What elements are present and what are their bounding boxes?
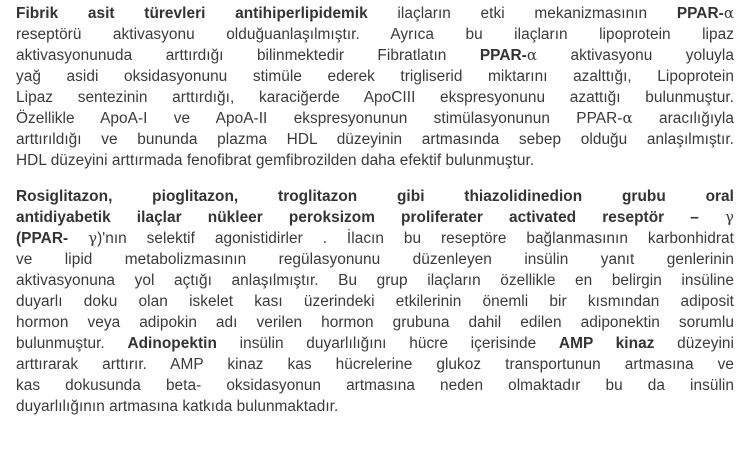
text-run: Adinopektin <box>127 335 217 352</box>
text-run: α <box>526 46 538 64</box>
text-line <box>16 291 734 312</box>
text-run: PPAR- <box>479 47 527 64</box>
text-run: Fibrik asit türevleri antihiperlipidemik <box>16 5 368 22</box>
text-run: insülin duyarlılığını hücre içerisinde <box>216 335 559 352</box>
text-line <box>16 87 734 108</box>
text-line <box>16 333 734 354</box>
text-line <box>16 186 734 207</box>
text-line <box>16 129 734 150</box>
text-run: PPAR- <box>676 5 724 22</box>
text-run: )'nın selektif agonistidirler . İlacın bu reseptöre bağlanmasının karbonhidrat <box>97 230 734 247</box>
text-run: duyarlı doku olan iskelet kası üzerindeki etkilerinin önemli bir kısmından adiposit <box>16 293 734 310</box>
text-run: yağ asidi oksidasyonunu stimüle ederek trigliserid miktarını azalttığı, Lipoprotein <box>16 68 734 85</box>
text-run: α <box>622 109 633 127</box>
text-run: Özellikle ApoA-I ve ApoA-II ekspresyonunun stimülasyonunun PPAR- <box>16 110 623 127</box>
text-run: ve lipid metabolizmasının regülasyonunu düzenleyen insülin yanıt genlerinin <box>16 251 734 268</box>
text-run: kas dokusunda beta- oksidasyonun artmasına neden olmaktadır bu da insülin <box>16 377 734 394</box>
text-line <box>16 45 734 66</box>
text-run: aracılığıyla <box>632 110 734 127</box>
text-run: düzeyini <box>654 335 735 352</box>
text-run: HDL düzeyini arttırmada fenofibrat gemfibrozilden daha efektif bulunmuştur. <box>16 152 535 169</box>
text-run: reseptörü aktivasyonu olduğuanlaşılmıştır. Ayrıca bu ilaçların lipoprotein lipaz <box>16 26 734 43</box>
text-line <box>16 312 734 333</box>
text-run: bulunmuştur. <box>16 335 128 352</box>
text-run: aktivasyonunuda arttırdığı bilinmektedir Fibratlatın <box>16 47 480 64</box>
text-line <box>16 396 734 417</box>
text-run: AMP kinaz <box>558 335 655 352</box>
text-run: hormon veya adipokin adı verilen hormon grubuna dahil edilen adiponektin sorumlu <box>16 314 734 331</box>
text-run: aktivasyonuna yol açtığı anlaşılmıştır. Bu grup ilaçların özellikle en belirgin insüline <box>16 272 734 289</box>
text-run: γ <box>724 208 734 226</box>
text-run: Lipaz sentezinin arttırdığı, karaciğerde ApoCIII ekspresyonunu azattığı bulunmuştur. <box>16 89 734 106</box>
text-run: aktivasyonu yoluyla <box>537 47 735 64</box>
text-run: Rosiglitazon, pioglitazon, troglitazon gibi thiazolidinedion grubu oral <box>16 188 734 205</box>
text-line <box>16 150 734 171</box>
text-line <box>16 3 734 24</box>
text-line <box>16 66 734 87</box>
text-line <box>16 24 734 45</box>
text-run: arttırarak arttırır. AMP kinaz kas hücrelerine glukoz transportunun artmasına ve <box>16 356 734 373</box>
text-run: α <box>723 4 734 22</box>
text-line <box>16 108 734 129</box>
text-line <box>16 375 734 396</box>
paragraph-thiazolidinedione <box>16 186 734 417</box>
text-line <box>16 354 734 375</box>
text-run: ilaçların etki mekanizmasının <box>367 5 677 22</box>
text-run: γ <box>88 229 98 247</box>
text-run: arttırıldığı ve bununda plazma HDL düzeyinin artmasında sebep olduğu anlaşılmıştır. <box>16 131 734 148</box>
text-line <box>16 249 734 270</box>
text-line <box>16 270 734 291</box>
text-run: (PPAR- <box>16 230 89 247</box>
text-run: antidiyabetik ilaçlar nükleer peroksizom proliferater activated reseptör – <box>16 209 725 226</box>
text-line <box>16 207 734 228</box>
text-run: duyarlılığının artmasına katkıda bulunmaktadır. <box>16 398 339 415</box>
paragraph-fibric-acid <box>16 3 734 171</box>
text-line <box>16 228 734 249</box>
